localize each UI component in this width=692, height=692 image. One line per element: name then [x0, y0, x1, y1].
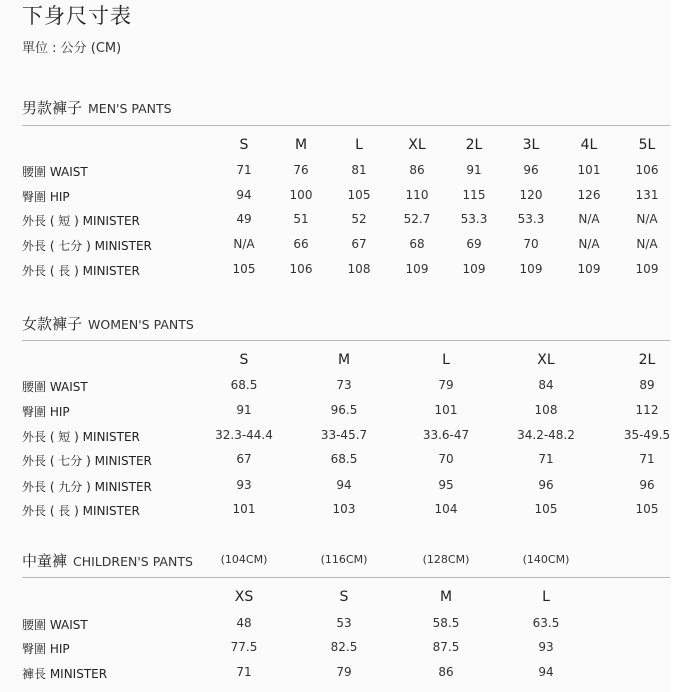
children-size-header: XS	[234, 589, 254, 605]
women-cell: 105	[534, 502, 558, 516]
children-cell: 87.5	[432, 640, 460, 654]
men-cell: N/A	[636, 212, 658, 226]
men-cell: 53.3	[517, 212, 545, 226]
men-cell: 70	[523, 237, 539, 251]
children-cell: 58.5	[432, 616, 460, 630]
women-cell: 33-45.7	[320, 428, 368, 442]
page-title: 下身尺寸表	[22, 4, 132, 28]
women-cell: 68.5	[330, 452, 358, 466]
women-cell: 33.6-47	[422, 428, 470, 442]
children-title-en: CHILDREN'S PANTS	[73, 554, 193, 569]
men-cell: 53.3	[460, 212, 488, 226]
children-row-label: 臀圍 HIP	[22, 642, 70, 656]
children-height-label: (104CM)	[220, 553, 268, 566]
women-cell: 101	[232, 502, 256, 516]
men-cell: 91	[466, 163, 482, 177]
women-size-header: XL	[537, 352, 555, 368]
women-cell: 96	[639, 478, 655, 492]
men-size-header: 2L	[465, 137, 483, 153]
women-row-label: 外長 ( 九分 ) MINISTER	[22, 480, 152, 494]
children-height-label: (116CM)	[320, 553, 368, 566]
women-cell: 68.5	[230, 378, 258, 392]
men-cell: 109	[577, 262, 601, 276]
women-row-label: 外長 ( 長 ) MINISTER	[22, 504, 140, 518]
men-cell: 108	[347, 262, 371, 276]
unit-note: 單位 : 公分 (CM)	[22, 41, 122, 56]
women-cell: 108	[534, 403, 558, 417]
men-cell: 100	[289, 188, 313, 202]
women-cell: 104	[434, 502, 458, 516]
men-cell: 110	[405, 188, 429, 202]
men-cell: 109	[519, 262, 543, 276]
women-cell: 91	[236, 403, 252, 417]
men-cell: 120	[519, 188, 543, 202]
children-size-header: M	[439, 589, 453, 605]
men-divider	[22, 125, 670, 126]
men-cell: 68	[409, 237, 425, 251]
men-cell: 86	[409, 163, 425, 177]
children-size-header: S	[339, 589, 349, 605]
women-cell: 35-49.5	[623, 428, 671, 442]
men-row-label: 外長 ( 短 ) MINISTER	[22, 214, 140, 228]
women-row-label: 腰圍 WAIST	[22, 380, 88, 394]
men-cell: N/A	[578, 237, 600, 251]
children-height-label: (128CM)	[422, 553, 470, 566]
men-cell: 69	[466, 237, 482, 251]
women-title-en: WOMEN'S PANTS	[88, 317, 194, 332]
men-cell: 52	[351, 212, 367, 226]
men-row-label: 外長 ( 七分 ) MINISTER	[22, 239, 152, 253]
children-cell: 94	[538, 665, 554, 679]
men-cell: 76	[293, 163, 309, 177]
women-cell: 93	[236, 478, 252, 492]
children-divider	[22, 577, 670, 578]
men-cell: 66	[293, 237, 309, 251]
women-cell: 95	[438, 478, 454, 492]
men-cell: 51	[293, 212, 309, 226]
children-height-label: (140CM)	[522, 553, 570, 566]
men-cell: 109	[635, 262, 659, 276]
men-cell: 115	[462, 188, 486, 202]
children-cell: 82.5	[330, 640, 358, 654]
women-cell: 34.2-48.2	[517, 428, 575, 442]
men-cell: 131	[635, 188, 659, 202]
men-size-header: 4L	[580, 137, 598, 153]
women-cell: 112	[635, 403, 659, 417]
men-cell: 52.7	[403, 212, 431, 226]
women-title-zh: 女款褲子	[22, 315, 83, 333]
men-cell: 109	[405, 262, 429, 276]
men-cell: 94	[236, 188, 252, 202]
children-cell: 93	[538, 640, 554, 654]
men-size-header: M	[294, 137, 308, 153]
women-size-header: M	[337, 352, 351, 368]
men-size-header: XL	[408, 137, 426, 153]
children-title-zh: 中童褲	[22, 552, 68, 570]
children-row-label: 腰圍 WAIST	[22, 618, 88, 632]
men-section-title	[22, 97, 172, 118]
children-size-header: L	[542, 589, 550, 605]
women-cell: 71	[538, 452, 554, 466]
men-cell: 106	[289, 262, 313, 276]
men-cell: 105	[232, 262, 256, 276]
children-cell: 48	[236, 616, 252, 630]
women-cell: 73	[336, 378, 352, 392]
women-cell: 84	[538, 378, 554, 392]
women-cell: 101	[434, 403, 458, 417]
men-size-header: L	[355, 137, 363, 153]
men-row-label: 腰圍 WAIST	[22, 165, 88, 179]
men-size-header: S	[239, 137, 249, 153]
children-cell: 71	[236, 665, 252, 679]
men-cell: N/A	[233, 237, 255, 251]
women-cell: 89	[639, 378, 655, 392]
children-cell: 77.5	[230, 640, 258, 654]
women-cell: 105	[635, 502, 659, 516]
women-divider	[22, 340, 670, 341]
men-cell: 71	[236, 163, 252, 177]
women-size-header: L	[442, 352, 450, 368]
women-cell: 70	[438, 452, 454, 466]
women-cell: 96	[538, 478, 554, 492]
women-cell: 67	[236, 452, 252, 466]
children-section-title	[22, 550, 193, 571]
men-row-label: 外長 ( 長 ) MINISTER	[22, 264, 140, 278]
men-cell: N/A	[578, 212, 600, 226]
children-cell: 63.5	[532, 616, 560, 630]
men-title-zh: 男款褲子	[22, 99, 83, 117]
women-cell: 32.3-44.4	[215, 428, 273, 442]
women-section-title	[22, 313, 194, 334]
children-cell: 79	[336, 665, 352, 679]
children-cell: 86	[438, 665, 454, 679]
men-size-header: 3L	[522, 137, 540, 153]
children-row-label: 褲長 MINISTER	[22, 667, 108, 681]
women-cell: 79	[438, 378, 454, 392]
women-row-label: 臀圍 HIP	[22, 405, 70, 419]
men-cell: 96	[523, 163, 539, 177]
women-cell: 96.5	[330, 403, 358, 417]
women-row-label: 外長 ( 七分 ) MINISTER	[22, 454, 152, 468]
men-cell: 105	[347, 188, 371, 202]
women-size-header: 2L	[638, 352, 656, 368]
men-cell: 106	[635, 163, 659, 177]
men-cell: 81	[351, 163, 367, 177]
women-cell: 94	[336, 478, 352, 492]
children-cell: 53	[336, 616, 352, 630]
women-size-header: S	[239, 352, 249, 368]
women-cell: 71	[639, 452, 655, 466]
men-row-label: 臀圍 HIP	[22, 190, 70, 204]
men-cell: 109	[462, 262, 486, 276]
men-cell: 49	[236, 212, 252, 226]
women-cell: 103	[332, 502, 356, 516]
women-row-label: 外長 ( 短 ) MINISTER	[22, 430, 140, 444]
men-title-en: MEN'S PANTS	[88, 101, 172, 116]
men-cell: N/A	[636, 237, 658, 251]
men-cell: 101	[577, 163, 601, 177]
men-cell: 67	[351, 237, 367, 251]
men-cell: 126	[577, 188, 601, 202]
men-size-header: 5L	[638, 137, 656, 153]
